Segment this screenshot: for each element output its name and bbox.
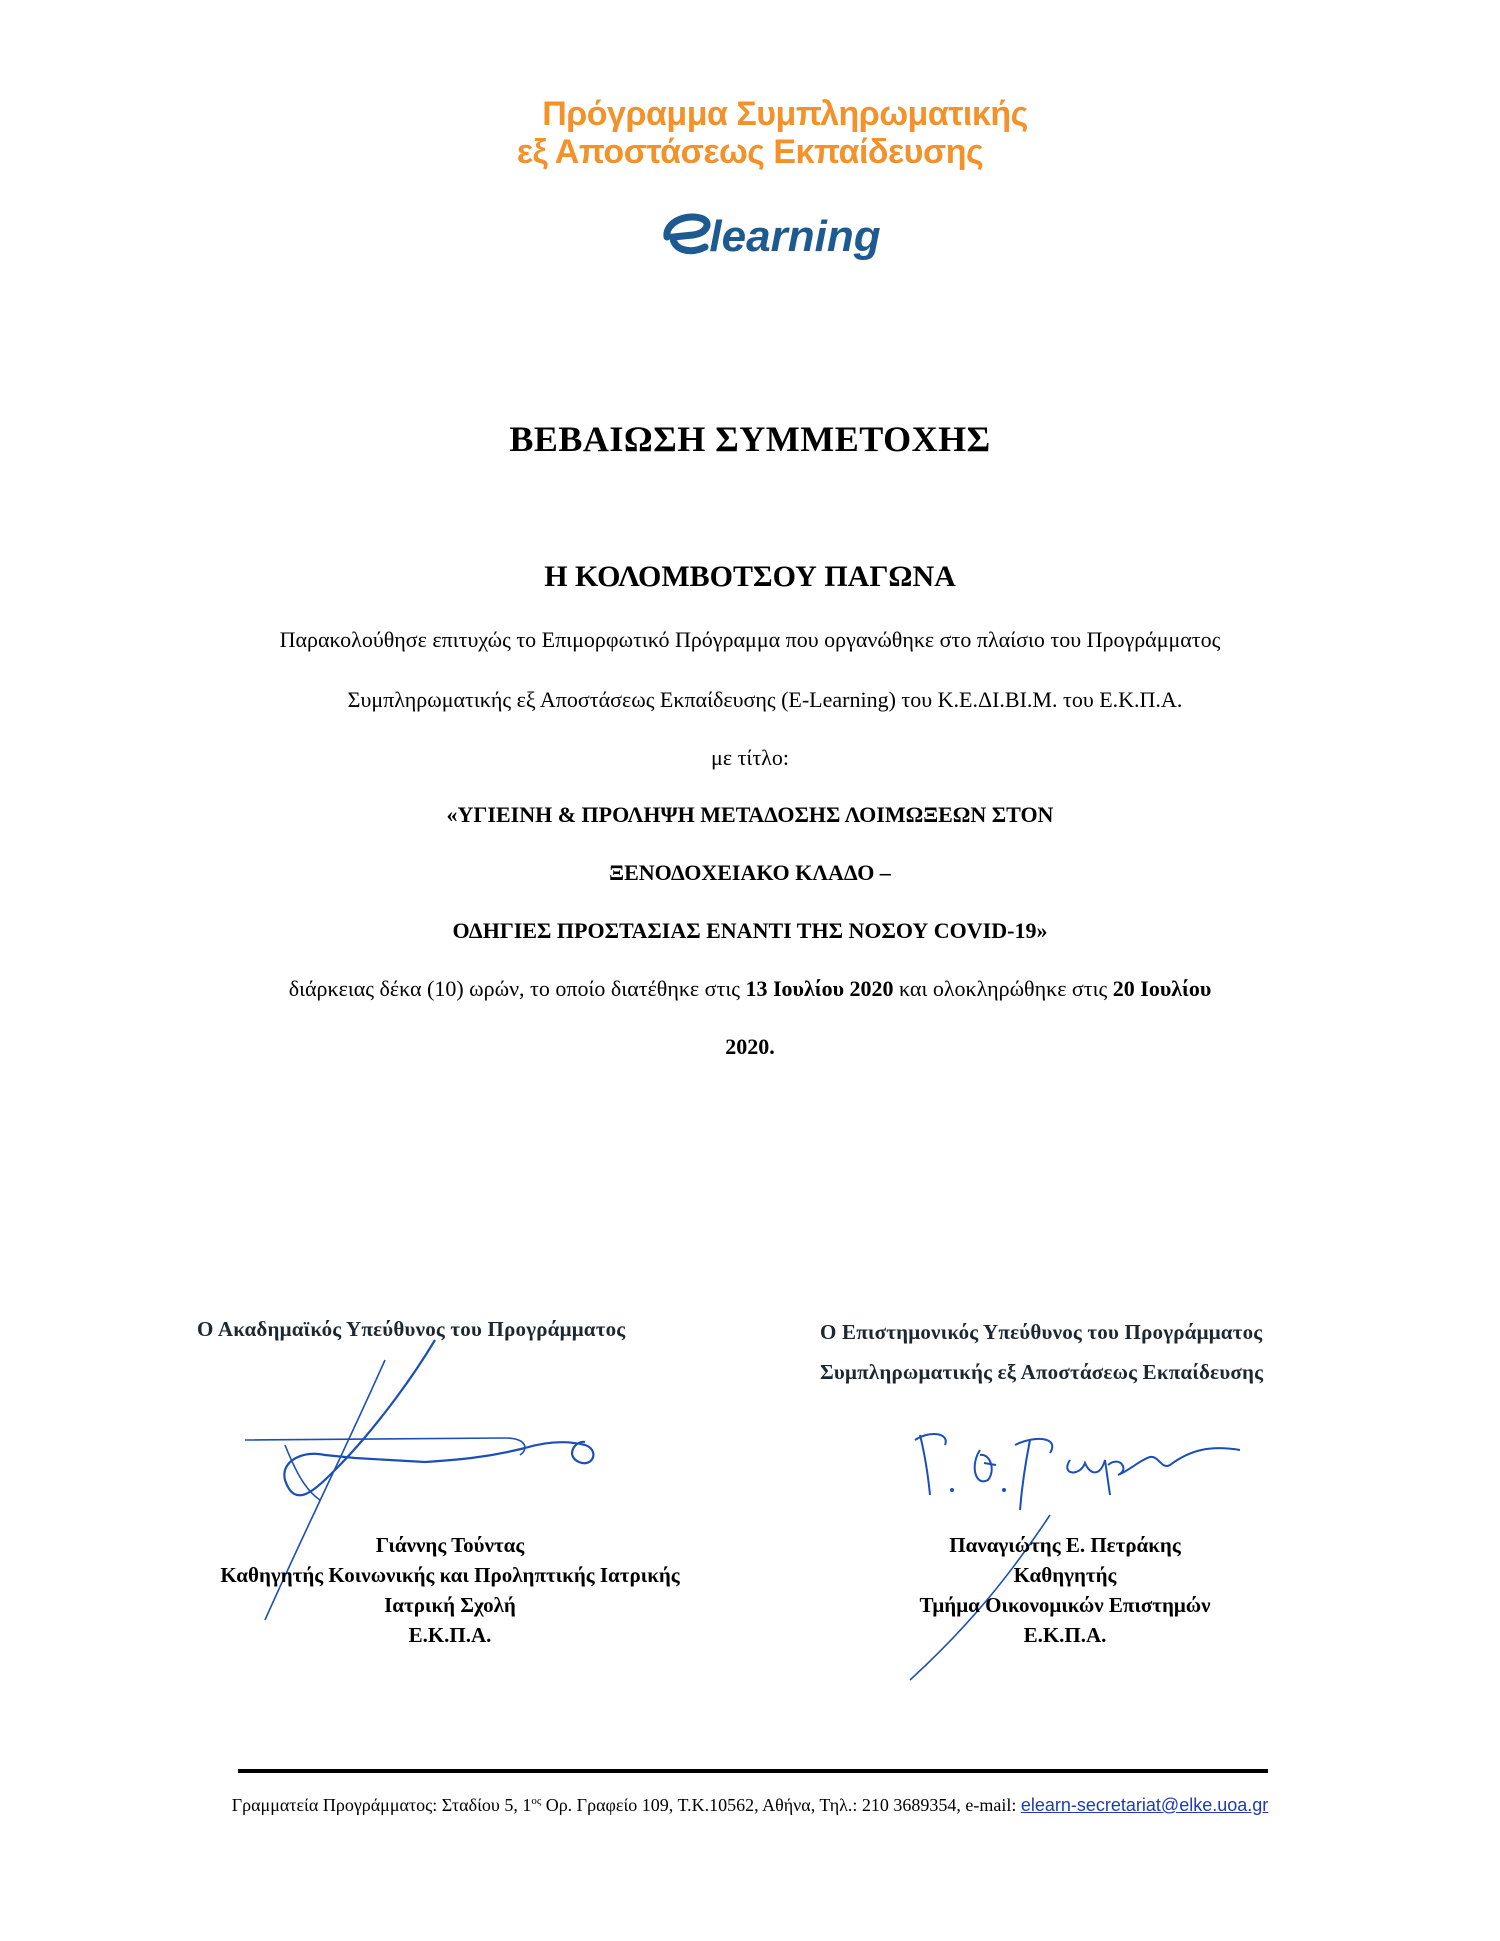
logo-line-1: Πρόγραμμα Συμπληρωματικής [542,95,1028,133]
left-signatory-department: Ιατρική Σχολή [384,1593,516,1617]
e-swoosh-icon [659,207,717,261]
footer-contact [0,1795,1500,1816]
footer-address: Γραμματεία Προγράμματος: Σταδίου 5, 1 [231,1795,532,1815]
body-line-2: Συμπληρωματικής εξ Αποστάσεως Εκπαίδευσης (E-Learning) του Κ.Ε.ΔΙ.ΒΙ.Μ. του Ε.Κ.Π.Α. [347,687,1183,712]
duration-line [0,976,1500,1002]
end-year: 2020. [725,1034,775,1059]
left-signatory-role: Ο Ακαδημαϊκός Υπεύθυνος του Προγράμματος [197,1317,626,1341]
footer-ordinal: ος [531,1795,542,1807]
right-signatory-position: Καθηγητής [1013,1563,1117,1587]
middle-text: και ολοκληρώθηκε στις [893,976,1113,1001]
recipient-name: Η ΚΟΛΟΜΒΟΤΣΟΥ ΠΑΓΩΝΑ [544,560,956,593]
course-title-line-3: ΟΔΗΓΙΕΣ ΠΡΟΣΤΑΣΙΑΣ ΕΝΑΝΤΙ ΤΗΣ ΝΟΣΟΥ COVID-19» [452,918,1048,943]
right-signatory-details [870,1530,1260,1650]
elearning-logo [619,197,880,262]
left-signatory-name: Γιάννης Τούντας [375,1533,525,1557]
left-signatory-details [160,1530,740,1650]
program-logo [0,95,1500,262]
course-title-line-1: «ΥΓΙΕΙΝΗ & ΠΡΟΛΗΨΗ ΜΕΤΑΔΟΣΗΣ ΛΟΙΜΩΞΕΩΝ ΣΤΟΝ [446,802,1054,827]
with-title-label: με τίτλο: [711,745,789,770]
elearning-wordmark: learning [709,212,881,261]
left-signatory-position: Καθηγητής Κοινωνικής και Προληπτικής Ιατρικής [220,1563,680,1587]
right-signatory-name: Παναγιώτης Ε. Πετράκης [949,1533,1181,1557]
right-signatory-department: Τμήμα Οικονομικών Επιστημών [919,1593,1211,1617]
right-signatory-institution: Ε.Κ.Π.Α. [1023,1623,1107,1647]
course-title-line-2: ΞΕΝΟΔΟΧΕΙΑΚΟ ΚΛΑΔΟ – [609,860,891,885]
footer-divider [238,1769,1268,1773]
left-signatory-institution: Ε.Κ.Π.Α. [408,1623,492,1647]
footer-address-rest: Ορ. Γραφείο 109, Τ.Κ.10562, Αθήνα, Τηλ.: 210 3689354, e-mail: [541,1795,1021,1815]
logo-line-2: εξ Αποστάσεως Εκπαίδευσης [516,133,984,171]
duration-text: διάρκειας δέκα (10) ωρών, το οποίο διατέθηκε στις [288,976,746,1001]
right-signatory-role-1: Ο Επιστημονικός Υπεύθυνος του Προγράμματος [820,1320,1263,1344]
start-date: 13 Ιουλίου 2020 [745,976,894,1001]
body-line-1: Παρακολούθησε επιτυχώς το Επιμορφωτικό Πρόγραμμα που οργανώθηκε στο πλαίσιο του Προγράμματος [279,627,1221,652]
certificate-title: ΒΕΒΑΙΩΣΗ ΣΥΜΜΕΤΟΧΗΣ [509,419,991,459]
footer-email-link[interactable]: elearn-secretariat@elke.uoa.gr [1020,1795,1269,1815]
end-date: 20 Ιουλίου [1112,976,1212,1001]
right-signatory-role-2: Συμπληρωματικής εξ Αποστάσεως Εκπαίδευσης [820,1360,1264,1384]
